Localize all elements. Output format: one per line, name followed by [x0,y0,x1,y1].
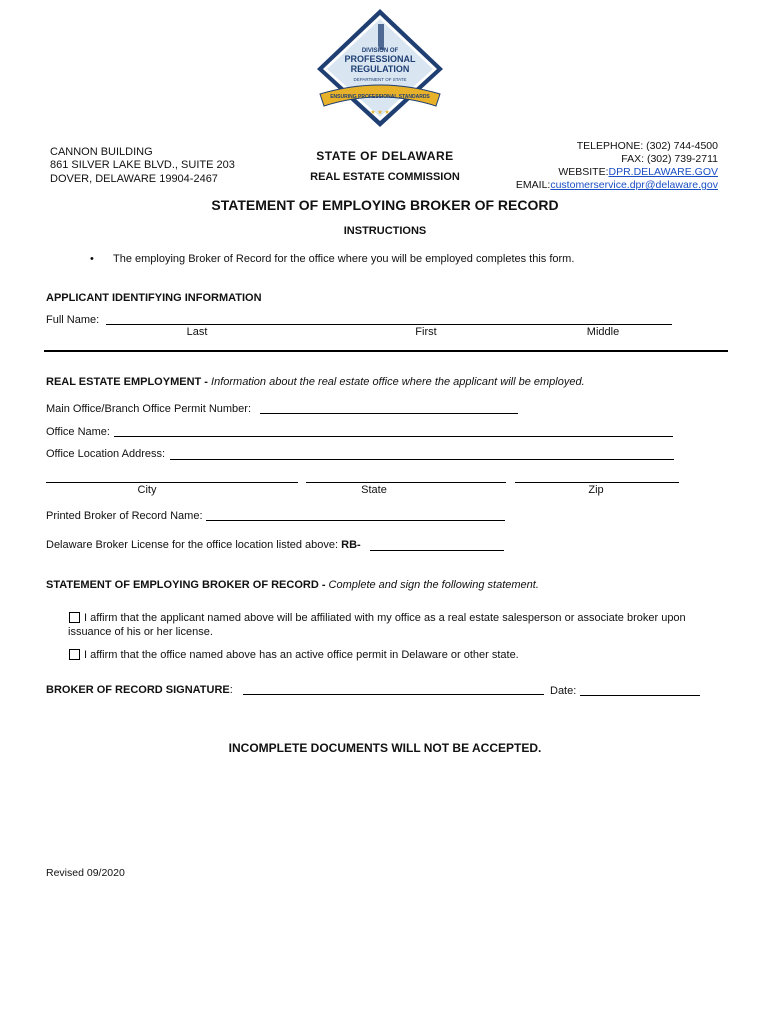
address-line-3: DOVER, DELAWARE 19904-2467 [50,173,218,185]
city-field[interactable] [46,482,298,483]
city-caption: City [137,484,157,496]
fax: FAX: (302) 739-2711 [621,153,718,165]
affirm-applicant-text-1: I affirm that the applicant named above will be affiliated with my office as a real estate salesperson or associate broker upon [84,612,686,624]
signature-label: BROKER OF RECORD SIGNATURE: [46,684,233,696]
telephone: TELEPHONE: (302) 744-4500 [576,140,718,152]
affirm-permit-text: I affirm that the office named above has an active office permit in Delaware or other state. [84,649,519,661]
affirm-applicant-text-2: issuance of his or her license. [68,626,213,638]
svg-text:ENSURING PROFESSIONAL STANDARD: ENSURING PROFESSIONAL STANDARDS [330,94,430,100]
form-title: STATEMENT OF EMPLOYING BROKER OF RECORD [211,197,559,213]
revised-date: Revised 09/2020 [46,867,125,879]
full-name-last-caption: Last [186,326,208,338]
state-caption: State [361,484,387,496]
office-name-label: Office Name: [46,426,110,438]
website-link[interactable]: DPR.DELAWARE.GOV [608,166,718,178]
office-location-label: Office Location Address: [46,448,166,460]
incomplete-notice: INCOMPLETE DOCUMENTS WILL NOT BE ACCEPTED. [228,741,542,755]
section-divider [44,350,728,352]
broker-name-label: Printed Broker of Record Name: [46,510,203,522]
svg-text:DEPARTMENT OF STATE: DEPARTMENT OF STATE [353,77,407,82]
address-line-1: CANNON BUILDING [50,146,153,158]
zip-caption: Zip [588,484,604,496]
affirm-applicant-checkbox[interactable] [69,612,80,623]
office-location-field[interactable] [170,459,674,460]
date-field[interactable] [580,695,700,696]
division-logo [312,6,448,130]
instructions-heading: INSTRUCTIONS [343,225,427,237]
license-label: Delaware Broker License for the office location listed above: RB- [46,539,361,551]
permit-number-label: Main Office/Branch Office Permit Number: [46,403,251,415]
website: WEBSITE:DPR.DELAWARE.GOV [558,166,718,178]
date-label: Date: [550,685,577,697]
broker-name-field[interactable] [206,520,505,521]
statement-heading: STATEMENT OF EMPLOYING BROKER OF RECORD - Complete and sign the following statement. [46,579,539,591]
applicant-heading: APPLICANT IDENTIFYING INFORMATION [46,292,262,304]
employment-heading: REAL ESTATE EMPLOYMENT - Information about the real estate office where the applicant will be employed. [46,376,585,388]
commission-heading: REAL ESTATE COMMISSION [310,171,460,183]
contact-block [516,140,718,192]
email: EMAIL:customerservice.dpr@delaware.gov [515,179,718,191]
instructions-item: The employing Broker of Record for the office where you will be employed completes this form. [113,253,575,265]
state-field[interactable] [306,482,506,483]
address-line-2: 861 SILVER LAKE BLVD., SUITE 203 [50,159,235,171]
license-number-field[interactable] [370,550,504,551]
affirm-permit-checkbox[interactable] [69,649,80,660]
signature-field[interactable] [243,694,544,695]
office-name-field[interactable] [114,436,673,437]
zip-field[interactable] [515,482,679,483]
full-name-middle-caption: Middle [586,326,620,338]
state-heading: STATE OF DELAWARE [316,149,454,163]
svg-text:PROFESSIONAL: PROFESSIONAL [344,54,416,64]
svg-text:DIVISION OF: DIVISION OF [361,48,399,54]
permit-number-field[interactable] [260,413,518,414]
full-name-label: Full Name: [46,314,100,326]
svg-text:★ ★ ★: ★ ★ ★ [370,110,390,116]
full-name-first-caption: First [415,326,437,338]
svg-text:REGULATION: REGULATION [350,64,410,74]
full-name-field[interactable] [106,324,672,325]
email-link[interactable]: customerservice.dpr@delaware.gov [550,179,718,191]
instructions-bullet: • [90,253,94,265]
